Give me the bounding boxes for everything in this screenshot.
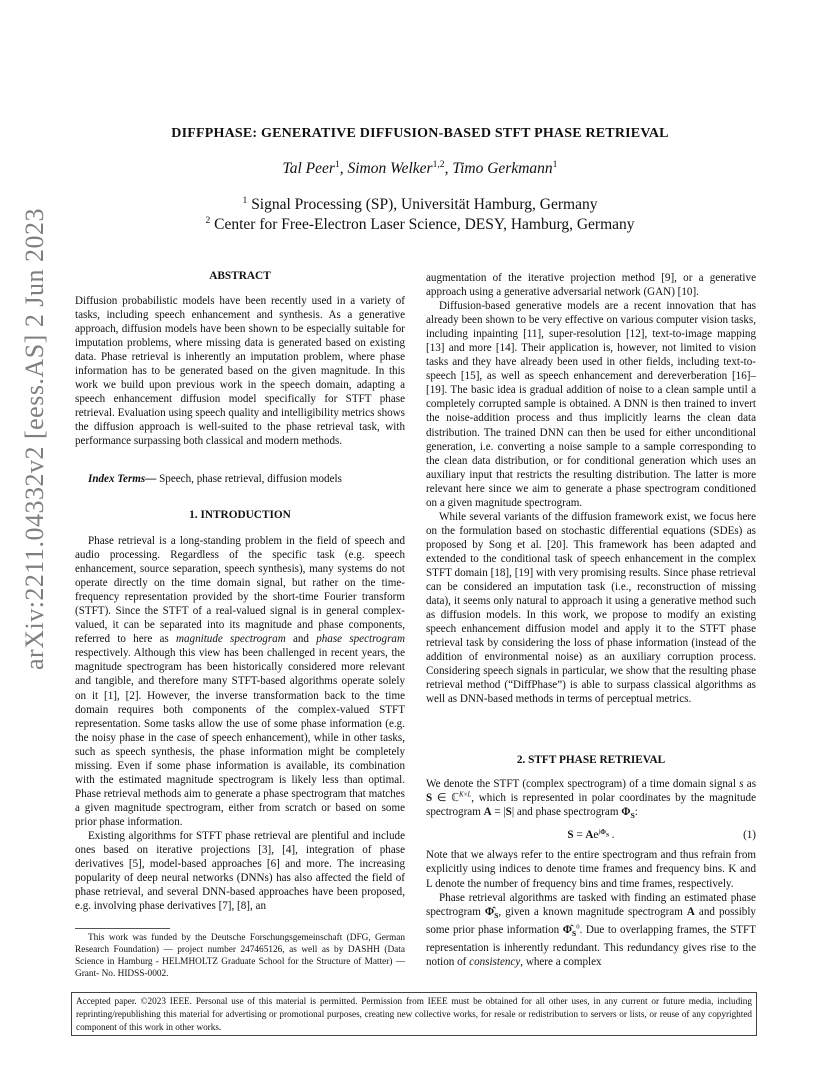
math-inline: S ∈ ℂ$^{K\times L}$ (426, 791, 472, 805)
math-symbol: A (686, 905, 695, 918)
abstract-text: Diffusion probabilistic models have been recently used in a variety of tasks, including speech enhancement and synthesis. As a generative approach, diffusion models have been shown to be especially suitable for imputation problems, where missing data is generated based on existing data. Phase retrieval is inherently an imputation problem, where phase information has to be generated based on the given magnitude. In this work we build upon previous work in the speech domain, adapting a speech enhancement diffusion model specifically for STFT phase retrieval. Evaluation using speech quality and intelligibility metrics shows the diffusion approach is well-suited to the phase retrieval task, with performance surpassing both classical and modern methods. (75, 295, 405, 448)
emphasis: consistency (469, 956, 521, 969)
math-inline: $\Phî_S^0$ (562, 923, 580, 939)
paragraph (75, 534, 405, 829)
author-list (70, 160, 770, 178)
index-terms-text: Speech, phase retrieval, diffusion models (159, 473, 342, 485)
author-name: Timo Gerkmann (452, 160, 553, 177)
text-run: and possibly some prior phase information (426, 905, 756, 936)
text-run: Phase retrieval algorithms are tasked with finding an estimated phase spectrogram (426, 891, 756, 918)
paper-title: DIFFPHASE: GENERATIVE DIFFUSION-BASED STFT PHASE RETRIEVAL (171, 126, 669, 141)
affiliation-text: Center for Free-Electron Laser Science, DESY, Hamburg, Germany (214, 216, 635, 233)
paragraph: augmentation of the iterative projection method [9], or a generative approach using a generative adversarial network (GAN) [10]. (426, 272, 756, 299)
paragraph (426, 891, 756, 970)
text-run: Phase retrieval is a long-standing problem in the field of speech and audio processing. Regardless of the specific task (e.g. speech enhancement, source separation, speech synthesis), many systems do not operate directly on the time domain signal, but rather on the time-frequency representation provided by the short-time Fourier transform (STFT). Since the STFT of a real-valued signal is in general complex-valued, it can be separated into its magnitude and phase components, referred to here as (75, 535, 405, 646)
author-name: Tal Peer (282, 160, 335, 177)
emphasis: phase spectrogram (316, 633, 405, 646)
emphasis: magnitude spectrogram (175, 633, 286, 646)
footnote-rule (75, 928, 170, 929)
paragraph: Diffusion-based generative models are a recent innovation that has already been shown to be very effective on various computer vision tasks, including inpainting [11], super-resolution [12], text-to-image mapping [13] and more [14]. Their application is, however, not limited to vision tasks and they have already been used in other fields, including text-to-speech [15], as well as speech enhancement and dereverberation [16]–[19]. The basic idea is gradual addition of noise to a clean sample until a completely corrupted sample is obtained. A DNN is then trained to invert the noise-addition process and thus implicitly learns the clean data distribution. The trained DNN can then be used for either unconditional generation, i.e. converting a noise sample to a sample corresponding to the clean data distribution, or for conditional generation which uses an auxiliary input that restricts the resulting distribution. The latter is more relevant here since we aim to generate a phase spectrogram conditioned on a given magnitude spectrogram. (426, 300, 756, 509)
text-run: and phase spectrogram (514, 806, 622, 819)
paragraph (426, 777, 756, 823)
author-separator: , (339, 160, 348, 177)
author-affiliation-mark: 1 (334, 158, 340, 170)
math-symbol: s (739, 778, 744, 790)
math-inline: $\Phî_S$ (484, 905, 499, 920)
affiliation-mark: 1 (242, 194, 248, 206)
paragraph: Existing algorithms for STFT phase retrieval are plentiful and include ones based on iterative projections [3], [4], integration of phase derivatives [5], model-based approaches [6] and more. The increasing popularity of deep neural networks (DNNs) has also affected the field of phase retrieval, and several DNN-based approaches have been proposed, e.g. involving phase derivatives [7], [8], an (75, 829, 405, 913)
affiliation (70, 216, 770, 234)
text-run: , given a known magnitude spectrogram (498, 905, 687, 918)
arxiv-identifier: arXiv:2211.04332v2 [eess.AS] 2 Jun 2023 (20, 208, 49, 670)
copyright-notice: Accepted paper. ©2023 IEEE. Personal use of this material is permitted. Permission from IEEE must be obtained for all other uses, in any current or future media, including reprinting/republishing this material for advertising or promotional purposes, creating new collective works, for resale or redistribution to servers or lists, or reuse of any copyrighted component of this work in other works. (71, 992, 757, 1036)
text-run: , where a complex (520, 956, 602, 969)
author-affiliation-mark: 1 (552, 158, 558, 170)
paragraph: Note that we always refer to the entire spectrogram and thus refrain from explicitly using indices to denote time frames and frequency bins. K and L denote the number of frequency bins and time frames, respectively. (426, 849, 756, 890)
section-heading-introduction: 1. INTRODUCTION (189, 509, 291, 521)
equation (426, 828, 756, 842)
stft-section-body (426, 777, 756, 969)
footnote: This work was funded by the Deutsche Forschungsgemeinschaft (DFG, German Research Foundation) — project number 247465126, as well as by DASHH (Data Science in Hamburg - HELMHOLTZ Graduate School for the Structure of Matter) — Grant- No. HIDSS-0002. (75, 933, 405, 980)
paragraph: While several variants of the diffusion framework exist, we focus here on the formulation based on stochastic differential equations (SDEs) as proposed by Song et al. [20]. This framework has been adapted and extended to the conditional task of speech enhancement in the complex STFT domain [18], [19] with very promising results. Since phase retrieval can be considered an imputation task (i.e., reconstruction of missing data), it seems only natural to approach it using a generative method such as diffusion models. In this work, we propose to modify an existing speech enhancement diffusion model and apply it to the STFT phase retrieval task by considering the loss of phase information (instead of the addition of environmental noise) as an auxiliary corruption process. Considering speech signals in particular, we show that the resulting phase retrieval method (“DiffPhase”) is able to surpass classical algorithms as well as DNN-based methods in terms of perceptual metrics. (426, 510, 756, 706)
equation-number: (1) (743, 829, 756, 842)
section-heading-stft-phase-retrieval: 2. STFT PHASE RETRIEVAL (516, 754, 666, 766)
abstract-heading: ABSTRACT (209, 270, 271, 282)
author-separator: , (444, 160, 453, 177)
author-name: Simon Welker (347, 160, 433, 177)
introduction-body (75, 534, 405, 913)
affiliation-text: Signal Processing (SP), Universität Hamburg, Germany (251, 196, 598, 213)
equation-body: $S = Ae^{j\Phi_S}$ . (567, 828, 615, 842)
text-run: We denote the STFT (complex spectrogram) of a time domain signal (426, 778, 740, 790)
text-run: as (743, 778, 757, 790)
text-run: , which is represented in polar coordinates by the magnitude spectrogram (426, 792, 756, 819)
affiliation (70, 196, 770, 214)
text-run: and (285, 633, 317, 646)
math-inline: A = |S| (483, 806, 515, 819)
affiliation-mark: 2 (205, 214, 211, 226)
author-affiliation-mark: 1,2 (432, 158, 445, 170)
text-run: respectively. Although this view has been challenged in recent years, the magnitude spectrogram has been historically considered more relevant and tangible, and therefore many STFT-based algorithms operate solely on it [1], [2]. However, the inverse transformation back to the time domain requires both components of the complex-valued STFT representation. Some tasks allow the use of some phase information (e.g. the noisy phase in the case of speech enhancement), while in other tasks, such as speech synthesis, the phase information might be completely missing. Even if some phase information is available, its combination with the estimated magnitude spectrogram is likely less than optimal. Phase retrieval methods aim to generate a phase spectrogram that matches a given magnitude spectrogram, either from scratch or based on some prior phase information. (75, 647, 405, 828)
math-inline: $\Phi_S$: (621, 806, 638, 821)
right-column-top (426, 271, 756, 706)
index-terms-label: Index Terms— (88, 473, 157, 485)
index-terms (75, 472, 405, 486)
text-run: . Due to overlapping frames, the STFT representation is inherently redundant. This redundancy gives rise to the notion of (426, 923, 756, 969)
